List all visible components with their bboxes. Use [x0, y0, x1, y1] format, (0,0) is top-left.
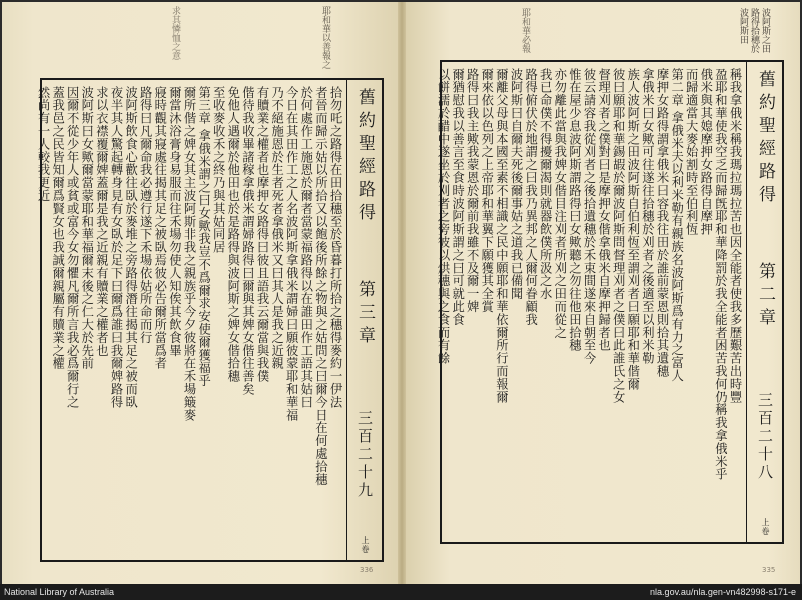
book-title: 舊約聖經: [755, 70, 775, 162]
note: 耶和華必報: [520, 8, 530, 53]
record-identifier: nla.gov.au/nla.gen-vn482998-s171-e: [650, 587, 796, 597]
right-top-notes: [620, 8, 770, 56]
text-column: 路得俯伏於地謂之曰我乃異邦之人爾何眷顧我: [523, 68, 538, 326]
note: 耶和華以善報之: [320, 6, 330, 69]
note: 求其憐恤之意: [170, 6, 180, 60]
text-column: 第三章 拿俄米謂之曰女歟我豈不爲爾求安使爾獲福乎: [196, 86, 211, 388]
text-column: 波阿斯曰女歟爾當蒙耶和華福爾末後之仁大於先前: [79, 86, 94, 370]
text-column: 因爾不從少年人或貧或富今女勿懼凡爾所言我必爲爾行之: [65, 86, 80, 409]
text-column: 盈耶和華使我空乏而歸旣耶和華降罰於我全能者困苦我何仍稱我拿俄米乎: [713, 68, 728, 481]
text-column: 爾離父母與本國至素不相識之民中願耶和華依爾所行而報爾: [494, 68, 509, 404]
page-stamp-left: 336: [360, 566, 374, 574]
text-column: 蓋我邑之民皆知爾爲賢女也我誠爾親屬有贖業之權: [50, 86, 65, 370]
text-column: 亦勿離此當與我婢女偕目注刈者所刈之田而從之: [552, 68, 567, 339]
text-column: 路得曰我主歟我蒙恩於爾前我雖不及爾一婢: [465, 68, 480, 314]
text-column: 爾所偕之婢女其主波阿斯非我之親族乎今夕彼將在禾場簸麥: [182, 86, 196, 422]
note: 波阿斯之田: [760, 8, 770, 53]
book-gutter: [398, 2, 406, 584]
right-page-header: [746, 62, 782, 542]
book-name: 路得: [355, 180, 375, 226]
text-column: 於何處作工施恩於爾者當蒙福路得以在誰田作工語其姑曰: [298, 86, 313, 409]
text-column: 俄米與其媳摩押女路得自摩押: [698, 68, 713, 236]
text-column: 夜半其人驚起轉身見有女臥於足下曰爾爲誰曰我爾婢路得: [109, 86, 123, 409]
note: 路得拾穗於波阿斯田: [738, 8, 759, 53]
left-page-header: [346, 80, 382, 560]
text-column: 爾猶慰我以善言至食時波阿斯謂之曰可就此食: [450, 68, 465, 326]
chapter-label: 第二章: [755, 262, 775, 331]
text-column: 偕待我收畢諸稼拿俄米謂婦路得曰爾與其婢女偕往善矣: [240, 86, 255, 396]
text-column: 彼云請容我從刈者之後拾遺穗於禾束間遂來自朝至今: [582, 68, 596, 365]
text-column: 今日在其田作工之人名波阿斯拿俄米謂婦曰願彼蒙耶和華福: [284, 86, 299, 422]
footer-bar: [0, 584, 802, 600]
text-column: 至收麥收禾之終乃與其姑同居: [211, 86, 226, 254]
text-column: 族人波阿斯之田波阿斯自伯利恆至謂刈者曰願耶和華偕爾: [625, 68, 640, 391]
text-column: 求以衣襟覆爾婢蓋爾是我之近親有贖業之權者也: [94, 86, 109, 357]
text-column: 摩押女路得謂拿俄米曰容我往田於誰前蒙恩則拾其遺穗: [655, 68, 669, 378]
text-column: 拾勿吒之路得在田拾穗至於昏暮打所拾之穗得麥約一伊法: [328, 86, 342, 409]
text-column: 拿俄米曰女歟可往遂往拾穗於刈者之後適至以利米勒: [640, 68, 655, 365]
book-name: 路得: [755, 162, 775, 208]
right-top-notes-2: [470, 8, 530, 56]
library-credit: National Library of Australia: [4, 587, 115, 597]
page-number: 三百二十八: [756, 392, 774, 482]
text-column: 彼曰願耶和華錫嘏於爾波阿斯問督理刈者之僕曰此誰氏之女: [611, 68, 626, 404]
page-stamp-right: 335: [762, 566, 776, 574]
text-column: 波阿斯曰自爾夫死後爾事姑之道我已備聞: [509, 68, 523, 301]
right-text-frame: [436, 60, 784, 544]
text-column: 爾當沐浴膏身易服而往禾場勿使人知俟其飲食畢: [167, 86, 182, 357]
text-column: 稱我拿俄米稱我瑪拉瑪拉苦也因全能者使我多歷艱苦出時豐: [728, 68, 742, 404]
text-column: 路得曰凡爾命我必遵行遂下禾場依姑所命而行: [138, 86, 153, 344]
text-column: 督理刈者之僕對曰是摩押女偕拿俄米自摩押歸者也: [596, 68, 611, 352]
text-column: 有贖業之權者也摩押女路得曰彼且語我云爾當與我僕: [255, 86, 269, 383]
volume-label: 上卷: [761, 518, 770, 536]
book-title: 舊約聖經: [355, 88, 375, 180]
text-column: 而歸適當大麥始割時至伯利恆: [684, 68, 699, 236]
text-column: 以餅濡於醋中遂坐於刈者之旁彼以烘穗與之食而有餘: [436, 68, 450, 365]
text-column: 爾來依以色列之上帝耶和華翼下願獲其全賞: [479, 68, 494, 314]
text-column: 寢時觀其寢處往揭其足之被臥焉彼必告爾所當爲者: [152, 86, 167, 370]
text-column: 我已命僕不得擾爾渴則就器飲僕所汲之水: [538, 68, 553, 301]
text-column: 惟在屋少息波阿斯謂路得曰女歟聽之勿往他田拾穗: [567, 68, 582, 352]
text-column: 波阿斯飲食心歡往臥於麥堆之旁路得潛往揭其足之被而臥: [123, 86, 138, 409]
text-column: 者晉而歸示姑以所拾又以飽後所餘之物與之姑問之曰爾今日在何處拾穗: [313, 86, 328, 486]
left-top-notes: [210, 6, 330, 72]
left-text-frame: [36, 78, 384, 562]
text-column: 然尚有一人較我更近: [36, 86, 50, 203]
page-number: 三百二十九: [356, 410, 374, 500]
text-column: 第二章 拿俄米夫以利米勒有親族名波阿斯爲有力之富人: [669, 68, 684, 383]
volume-label: 上卷: [361, 536, 370, 554]
left-top-notes-2: [100, 6, 180, 72]
text-column: 免他人遇爾於他田也於是路得與波阿斯之婢女偕拾穗: [225, 86, 240, 383]
chapter-label: 第三章: [355, 280, 375, 349]
text-column: 乃不絕施恩於生者死者拿俄米又曰其人是我之近親: [269, 86, 284, 370]
